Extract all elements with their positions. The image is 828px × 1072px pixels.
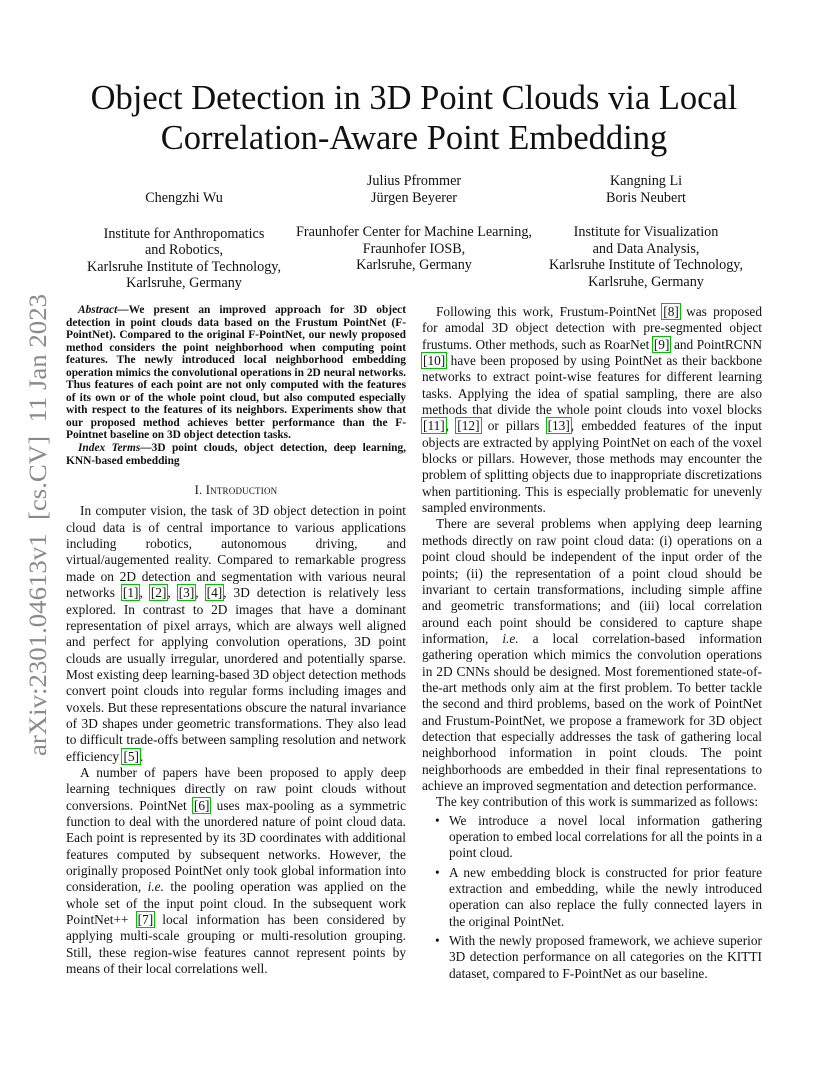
emphasis-text: i.e. [147,879,164,895]
author-name: Chengzhi Wu [145,190,223,206]
author-name: Boris Neubert [606,189,686,206]
paragraph-text: , 3D detection is relatively less explored. In contrast to 2D images that have a dominant representation of pixel arrays, which are always well aligned and perfect for applying convolution operations, 3D point clouds are usually irregular, unordered and potentially sparse. Most existing deep learning-based 3D object detection methods convert point clouds into regular forms including images and voxels. But these representations obscure the natural invariance of 3D shapes under geometric transformations. They also lead to difficult trade-offs between sampling resolution and network efficiency [66,585,407,764]
author-affiliation [66,226,302,292]
citation-link[interactable]: [4] [206,585,223,601]
paragraph-text: uses max-pooling as a symmetric function to deal with the unordered nature of point cloud data. Each point is represented by its 3D coordinates with additional features computed by subsequent networks. However, the originally proposed PointNet only took global information into consideration, [66,797,406,895]
paragraph-text: Following this work, Frustum-PointNet [436,304,663,319]
paragraph-text: In computer vision, the task of 3D object detection in point cloud data is of central importance to various applications including robotics, autonomous driving, and virtual/augemented reality. Compared to remarkable progress made on 2D detection and segmentation with various neural networks [66,503,406,601]
paragraph [422,516,762,794]
section-number: I. [194,483,203,498]
paragraph-text: local information has been considered by applying multi-scale grouping or multi-resolution grouping. Still, these region-wise features cannot represent points by means of their local correlations well. [66,912,406,977]
index-terms-text: —3D point clouds, object detection, deep learning, KNN-based embedding [66,442,406,467]
index-terms [66,442,406,467]
author-affiliation [290,224,538,274]
index-terms-label: Index Terms [78,442,141,455]
paragraph [422,794,762,810]
citation-link[interactable]: [5] [123,748,139,764]
affiliation-line: Karlsruhe Institute of Technology, [86,258,282,275]
citation-link[interactable]: [13] [547,418,570,434]
affiliation-line: Karlsruhe, Germany [356,257,472,274]
paragraph-text: The key contribution of this work is summarized as follows: [436,794,759,810]
left-column [66,304,406,977]
affiliation-line: and Robotics, [144,242,224,259]
paragraph [66,765,406,977]
paragraph-text: the pooling operation was applied on the whole set of the input point cloud. In the subsequent work PointNet++ [66,879,406,928]
affiliation-line: Karlsruhe Institute of Technology, [548,257,744,274]
affiliation-line: Karlsruhe, Germany [126,275,242,292]
affiliation-line: Fraunhofer IOSB, [362,240,466,257]
citation-link[interactable]: [6] [193,797,210,813]
paragraph-text: or pillars [480,418,547,434]
paragraph-text: , [167,585,178,601]
paragraph-text: There are several problems when applying deep learning methods directly on raw point cloud data: (i) operations on a point cloud should be independent of the input order of the points; (ii) the representation of a point cloud should be invariant to certain transformations, including simple affine and geometric transformations; and (iii) local correlation around each point should be considered to capture shape information, [422,516,762,646]
arxiv-identifier [14,290,58,760]
abstract-text: —We present an improved approach for 3D object detection in point clouds data based on the Frustum PointNet (F-PointNet). Compared to the original F-PointNet, our newly proposed method considers the point neighborhood when computing point features. The newly introduced local neighborhood embedding operation mimics the convolutional operations in 2D neural networks. Thus features of each point are not only computed with the features of its own or of the whole point cloud, but also computed especially with respect to the features of its neighbors. Experiments show that our proposed method achieves better performance than the F-Pointnet baseline on 3D object detection tasks. [66,304,406,442]
contribution-item: • With the newly proposed framework, we achieve superior 3D detection performance on all categories on the KITTI dataset, compared to F-PointNet as our baseline. [437,933,762,982]
author-name: Kangning Li [609,173,683,189]
section-heading [66,482,406,498]
paragraph-text: , embedded features of the input objects are extracted by applying PointNet on each of the voxel blocks or pillars. However, those methods may encounter the problem of splitting objects due to inappropriate discretizations when partitioning. This is especially problematic for unevenly sampled environments. [422,418,762,516]
paragraph-text: A number of papers have been proposed to apply deep learning techniques directly on raw point clouds without conversions. PointNet [66,764,406,813]
emphasis-text: i.e. [502,630,519,646]
affiliation-line: Institute for Anthropomatics [103,225,265,242]
paragraph-text: , [445,418,457,434]
affiliation-line: and Data Analysis, [592,240,700,257]
paragraph [66,503,406,765]
citation-link[interactable]: [1] [122,585,139,601]
paragraph-text: , [195,585,206,601]
citation-link[interactable]: [9] [653,336,670,352]
arxiv-identifier-text: arXiv:2301.04613v1 [cs.CV] 11 Jan 2023 [25,321,52,756]
abstract-label: Abstract [78,304,118,316]
affiliation-line: Karlsruhe, Germany [588,273,704,290]
right-column [422,304,762,985]
abstract [66,304,406,442]
citation-link[interactable]: [12] [457,418,480,434]
author-name: Jürgen Beyerer [370,189,457,206]
paper-title-line-1: Object Detection in 3D Point Clouds via Local [90,79,738,117]
section-title: Introduction [205,483,278,498]
left-body [66,503,406,977]
paragraph-text: , [139,585,150,601]
author-block-2 [290,173,538,274]
right-body [422,304,762,811]
citation-link[interactable]: [10] [423,353,446,369]
paragraph-text: have been proposed by using PointNet as their backbone networks to extract point-wise features for different learning tasks. Applying the idea of spatial sampling, there are also methods that divide the whole point clouds into voxel blocks [422,353,762,418]
contribution-item: • A new embedding block is constructed for prior feature extraction and embedding, while the newly introduced operation can also replace the fully connected layers in the original PointNet. [437,865,762,930]
citation-link[interactable]: [3] [178,585,195,601]
author-block-1 [66,190,302,292]
paper-title [60,78,768,158]
affiliation-line: Fraunhofer Center for Machine Learning, [296,224,532,241]
affiliation-line: Institute for Visualization [573,224,719,241]
citation-link[interactable]: [2] [150,585,167,601]
paragraph-text: and PointRCNN [670,336,762,352]
citation-link[interactable]: [7] [137,912,154,928]
paragraph [422,304,762,516]
paragraph-text: . [140,748,144,764]
paragraph-text: a local correlation-based information gathering operation which mimics the convolution operations in 2D CNNs should be designed. Most forementioned state-of-the-art methods only aim at the first problem. To better tackle the second and third problems, based on the work of PointNet and Frustum-PointNet, we propose a framework for 3D object detection that especially addresses the task of gathering local neighborhood information in point clouds. The point neighborhoods are embedded in their final representations to achieve an improved segmentation and detection performance. [422,630,762,793]
author-affiliation [530,224,762,290]
author-block-3 [530,173,762,291]
contribution-item: • We introduce a novel local information gathering operation to embed local correlations for all the points in a point cloud. [437,813,762,862]
paper-title-line-2: Correlation-Aware Point Embedding [160,119,668,157]
author-name: Julius Pfrommer [366,173,462,189]
paragraph-text: was proposed for amodal 3D object detection with pre-segmented object frustums. Other methods, such as RoarNet [422,304,762,352]
citation-link[interactable]: [8] [663,304,679,319]
citation-link[interactable]: [11] [423,418,445,434]
contribution-list [422,813,762,982]
